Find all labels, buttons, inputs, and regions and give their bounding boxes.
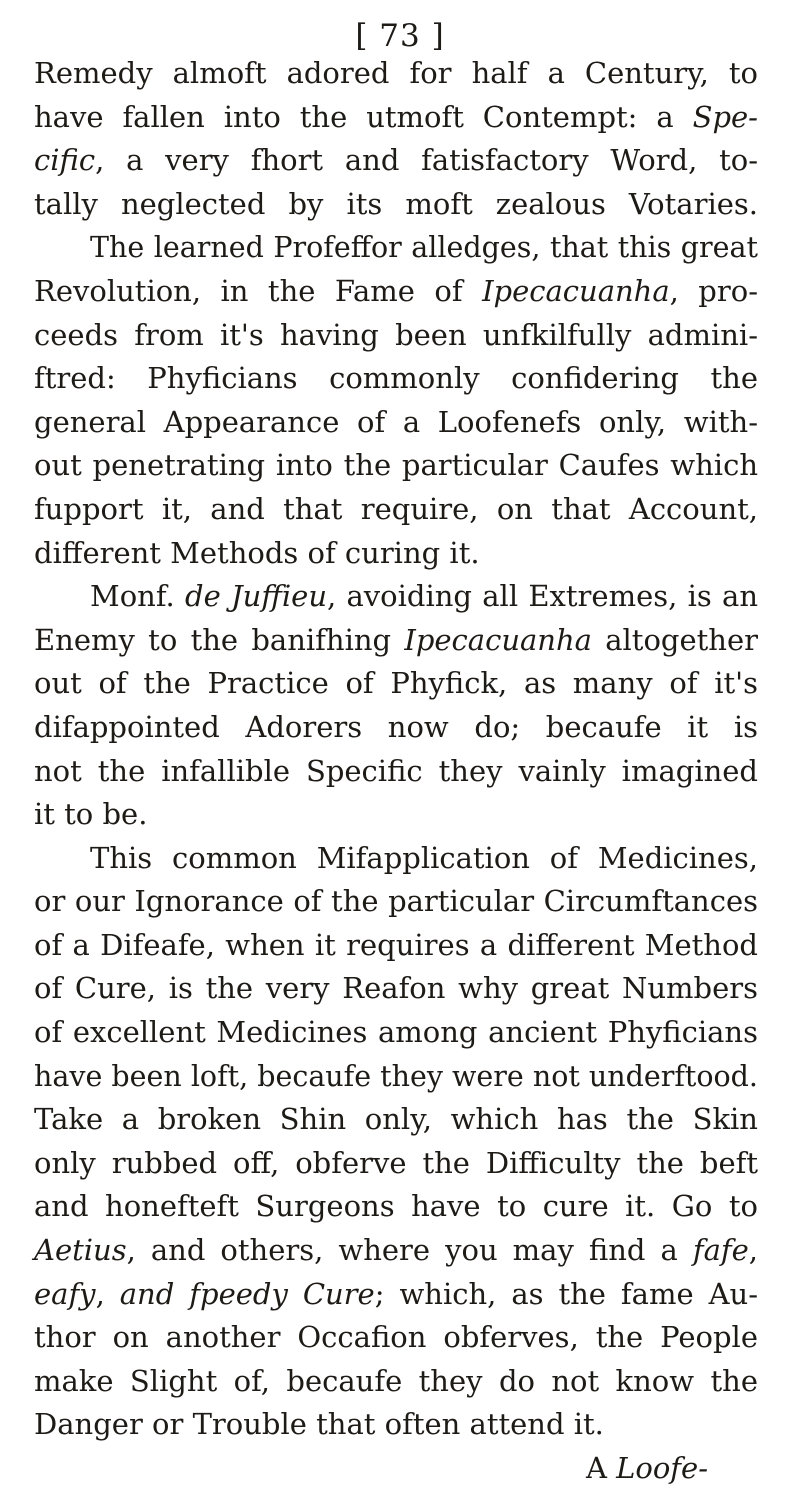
text-line: fupport it, and that require, on that Account, [34,491,758,526]
text-line: eafy, and fpeedy Cure; which, as the fame Au- [34,1276,759,1311]
text-line: of a Difeafe, when it requires a different Method [34,927,758,962]
text-line: The learned Profeffor alledges, that this great [90,231,758,265]
text-line: of Cure, is the very Reafon why great Numbers [34,971,758,1006]
text-line: ftred: Phyficians commonly confidering the [34,361,758,396]
text-line: have been loft, becaufe they were not underftood. [34,1059,758,1093]
text-line: Enemy to the banifhing Ipecacuanha altogether [34,622,758,657]
text-line: difappointed Adorers now do; becaufe it is [34,709,758,744]
catchword: A Loofe- [585,1451,708,1485]
text-line: Remedy almoft adored for half a Century, to [34,56,758,90]
text-line: This common Mifapplication of Medicines, [90,840,758,875]
text-line: have fallen into the utmoft Contempt: a Spe- [34,99,758,134]
text-line: different Methods of curing it. [34,535,480,570]
text-line: of excellent Medicines among ancient Phyficians [34,1015,758,1050]
text-line: Danger or Trouble that often attend it. [34,1407,604,1442]
text-line: out of the Practice of Phyfick, as many of it's [34,666,758,701]
text-line: Aetius, and others, where you may find a fafe, [34,1233,758,1268]
text-line: thor on another Occafion obferves, the People [34,1320,758,1355]
page-number: [ 73 ] [355,18,445,54]
text-line: cific, a very fhort and fatisfactory Word, to- [34,143,758,178]
text-line: Take a broken Shin only, which has the Skin [34,1102,758,1137]
text-line: out penetrating into the particular Caufes which [34,448,758,483]
text-line: only rubbed off, obferve the Difficulty the beft [34,1145,758,1180]
text-line: Revolution, in the Fame of Ipecacuanha, pro- [34,273,758,308]
text-line: it to be. [34,797,148,832]
text-line: and honefteft Surgeons have to cure it. Go to [34,1189,758,1224]
text-line: Monf. de Juffieu, avoiding all Extremes, is an [90,579,759,614]
text-line: make Slight of, becaufe they do not know the [34,1363,758,1398]
text-line: tally neglected by its moft zealous Votaries. [34,186,758,221]
text-line: not the infallible Specific they vainly imagined [34,753,758,788]
text-line: general Appearance of a Loofenefs only, with- [34,404,758,439]
text-line: ceeds from it's having been unfkilfully admini- [34,317,758,352]
text-line: or our Ignorance of the particular Circumftances [34,884,758,919]
body-text [34,52,758,1491]
